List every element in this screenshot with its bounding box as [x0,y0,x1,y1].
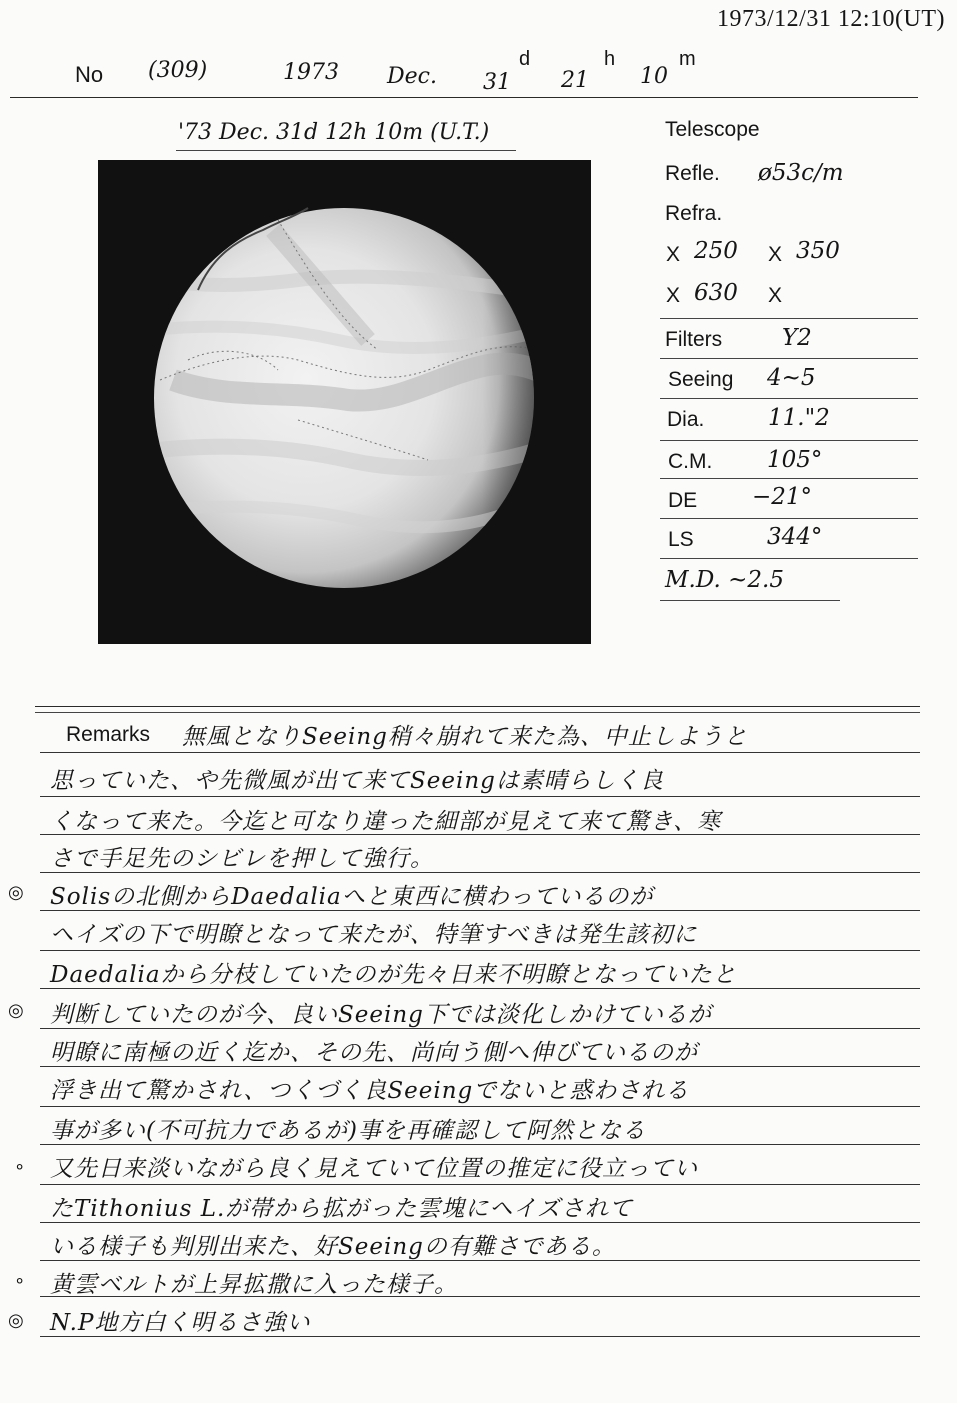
solar-longitude-value: 344° [767,524,823,550]
diameter-value: 11."2 [768,405,830,431]
minute-unit: m [679,48,696,70]
seeing-label: Seeing [668,368,734,391]
remark-line: 浮き出て驚かされ、つくづく良Seeingでないと惑わされる [50,1078,690,1104]
info-rule [660,398,918,399]
reflector-label: Refle. [665,162,720,185]
datetime-stamp: 1973/12/31 12:10(UT) [717,6,945,32]
bullet-marker-icon: ∘ [14,1156,26,1176]
remark-rule [40,1296,920,1297]
remark-rule [40,1066,920,1067]
bullet-marker-icon: ∘ [14,1270,26,1290]
no-label: No [75,62,104,87]
remark-rule [40,834,920,835]
magnification-3: 630 [694,280,738,306]
info-rule [660,358,918,359]
remark-rule [40,988,920,989]
remark-line: Solisの北側からDaedaliaへと東西に横わっているのが [50,884,654,910]
header-year: 1973 [283,60,339,85]
telescope-label: Telescope [665,118,760,141]
filters-label: Filters [665,328,723,351]
remark-rule [40,752,920,753]
info-rule [660,478,918,479]
header-month: Dec. [387,64,437,89]
drawing-caption: '73 Dec. 31d 12h 10m (U.T.) [178,120,490,145]
circle-marker-icon: ◎ [8,1000,24,1020]
info-rule [660,558,918,559]
remark-rule [40,910,920,911]
remark-line: 思っていた、や先微風が出て来てSeeingは素晴らしく良 [50,768,664,794]
info-rule [660,518,918,519]
remark-rule [40,1260,920,1261]
magnification-3-label: X [666,284,681,307]
filters-value: Y2 [782,325,812,351]
remark-line: たTithonius L.が帯から拡がった雲塊にヘイズされて [50,1196,634,1222]
remark-line: くなって来た。今迄と可なり違った細部が見えて来て驚き、寒 [50,809,722,835]
md-note: M.D. ~2.5 [665,567,784,593]
remark-rule [40,1106,920,1107]
remark-rule [40,1222,920,1223]
central-meridian-label: C.M. [668,450,713,473]
remarks-label: Remarks [66,723,151,746]
remark-line: 黄雲ベルトが上昇拡撒に入った様子。 [50,1272,458,1298]
mars-drawing [98,160,591,644]
hour-unit: h [604,48,616,70]
magnification-1: 250 [694,238,738,264]
info-rule [660,600,840,601]
remarks-top-rule [35,706,920,707]
day-unit: d [519,48,531,70]
remark-rule [40,950,920,951]
header-rule [10,97,918,98]
remark-line: いる様子も判別出来た、好Seeingの有難さである。 [50,1234,616,1260]
remark-line: Daedaliaから分枝していたのが先々日来不明瞭となっていたと [50,962,737,988]
remark-line: N.P地方白く明るさ強い [50,1310,311,1336]
remark-line: 事が多い(不可抗力であるが)事を再確認して阿然となる [50,1118,646,1144]
remark-rule [40,796,920,797]
magnification-4-label: X [768,284,783,307]
remark-line: 明瞭に南極の近く迄か、その先、尚向う側へ伸びているのが [50,1040,698,1066]
info-rule [660,440,918,441]
remark-rule [40,1336,920,1337]
solar-longitude-label: LS [668,528,694,551]
seeing-value: 4~5 [767,365,816,391]
remark-line: ヘイズの下で明瞭となって来たが、特筆すべきは発生該初に [50,922,698,948]
remark-line: 無風となりSeeing稍々崩れて来た為、中止しようと [182,724,748,750]
declination-label: DE [668,489,698,512]
observation-number: (309) [148,58,208,83]
diameter-label: Dia. [667,408,705,431]
info-rule [660,318,918,319]
magnification-2-label: X [768,243,783,266]
remark-line: 判断していたのが今、良いSeeing下では淡化しかけているが [50,1002,712,1028]
header-day: 31 [483,70,511,95]
remark-line: 又先日来淡いながら良く見えていて位置の推定に役立ってい [50,1156,698,1182]
remarks-top-rule-2 [35,712,920,713]
refractor-label: Refra. [665,202,723,225]
magnification-1-label: X [666,243,681,266]
magnification-2: 350 [796,238,840,264]
central-meridian-value: 105° [767,447,823,473]
circle-marker-icon: ◎ [8,882,24,902]
remark-rule [40,872,920,873]
remark-rule [40,1028,920,1029]
header-hour: 21 [561,68,589,93]
declination-value: −21° [752,484,813,510]
reflector-aperture: ø53c/m [758,160,844,186]
remark-rule [40,1144,920,1145]
remark-line: さで手足先のシビレを押して強行。 [50,846,434,872]
remark-rule [40,1184,920,1185]
header-minute: 10 [640,64,668,89]
caption-underline [176,150,516,151]
circle-marker-icon: ◎ [8,1310,24,1330]
